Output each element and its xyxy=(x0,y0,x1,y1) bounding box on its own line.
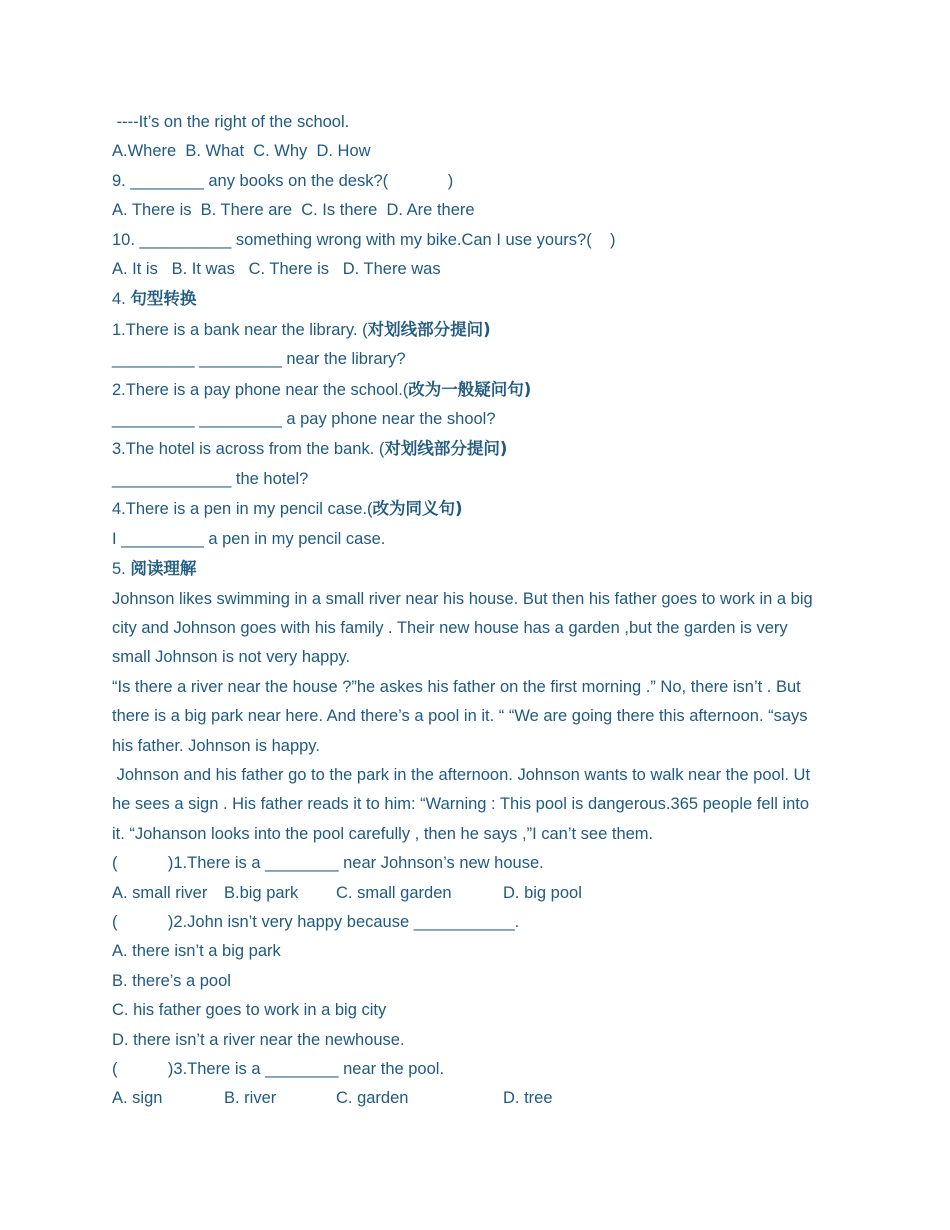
transform-1: 1.There is a bank near the library. (对划线部分提问) xyxy=(112,319,491,339)
worksheet-content xyxy=(112,108,842,1114)
option-a: A. there isn’t a big park xyxy=(112,942,281,961)
section-5-heading: 5. 阅读理解 xyxy=(112,559,197,579)
passage-line: Johnson and his father go to the park in the afternoon. Johnson wants to walk near the pool. Ut xyxy=(112,765,811,784)
transform-4: 4.There is a pen in my pencil case.(改为同义句) xyxy=(112,499,463,519)
reading-q1-options xyxy=(112,879,842,908)
reading-q3: ( )3.There is a ________ near the pool. xyxy=(112,1059,445,1078)
reading-q2: ( )2.John isn’t very happy because ___________. xyxy=(112,912,520,931)
option-a: A. sign xyxy=(112,1089,163,1108)
passage-line: there is a big park near here. And there’s a pool in it. “ “We are going there this afternoon. “says xyxy=(112,707,808,726)
passage-line: his father. Johnson is happy. xyxy=(112,736,320,755)
transform-2: 2.There is a pay phone near the school.(改为一般疑问句) xyxy=(112,379,532,399)
option-b: B. river xyxy=(224,1089,277,1108)
passage-line: Johnson likes swimming in a small river near his house. But then his father goes to work in a big xyxy=(112,589,813,608)
transform-3: 3.The hotel is across from the bank. (对划线部分提问) xyxy=(112,439,508,459)
transform-1-answer: _________ _________ near the library? xyxy=(112,350,406,369)
option-c: C. small garden xyxy=(336,883,452,902)
option-a: A. small river xyxy=(112,883,208,902)
q10-options: A. It is B. It was C. There is D. There was xyxy=(112,260,441,279)
option-d: D. tree xyxy=(503,1089,553,1108)
option-b: B. there’s a pool xyxy=(112,971,231,990)
answer-line: ----It’s on the right of the school. xyxy=(112,113,350,131)
option-d: D. there isn’t a river near the newhouse. xyxy=(112,1030,405,1049)
passage-line: “Is there a river near the house ?”he askes his father on the first morning .” No, there isn’t . But xyxy=(112,677,801,696)
reading-q1: ( )1.There is a ________ near Johnson’s new house. xyxy=(112,854,544,873)
option-c: C. garden xyxy=(336,1089,409,1108)
option-d: D. big pool xyxy=(503,883,582,902)
section-4-heading: 4. 句型转换 xyxy=(112,289,197,309)
passage-line: city and Johnson goes with his family . Their new house has a garden ,but the garden is very xyxy=(112,618,788,637)
reading-q3-options xyxy=(112,1084,842,1113)
transform-4-answer: I _________ a pen in my pencil case. xyxy=(112,529,386,548)
transform-2-answer: _________ _________ a pay phone near the shool? xyxy=(112,410,496,429)
q9-options: A. There is B. There are C. Is there D. Are there xyxy=(112,201,475,220)
option-b: B.big park xyxy=(224,883,299,902)
passage-line: he sees a sign . His father reads it to him: “Warning : This pool is dangerous.365 people fell into xyxy=(112,795,810,814)
option-c: C. his father goes to work in a big city xyxy=(112,1001,387,1020)
q10-question: 10. __________ something wrong with my bike.Can I use yours?( ) xyxy=(112,230,616,249)
q8-options: A.Where B. What C. Why D. How xyxy=(112,142,371,161)
q9-question: 9. ________ any books on the desk?( ) xyxy=(112,171,454,190)
passage-line: it. “Johanson looks into the pool carefully , then he says ,”I can’t see them. xyxy=(112,824,654,843)
transform-3-answer: _____________ the hotel? xyxy=(112,469,309,488)
passage-line: small Johnson is not very happy. xyxy=(112,648,351,667)
